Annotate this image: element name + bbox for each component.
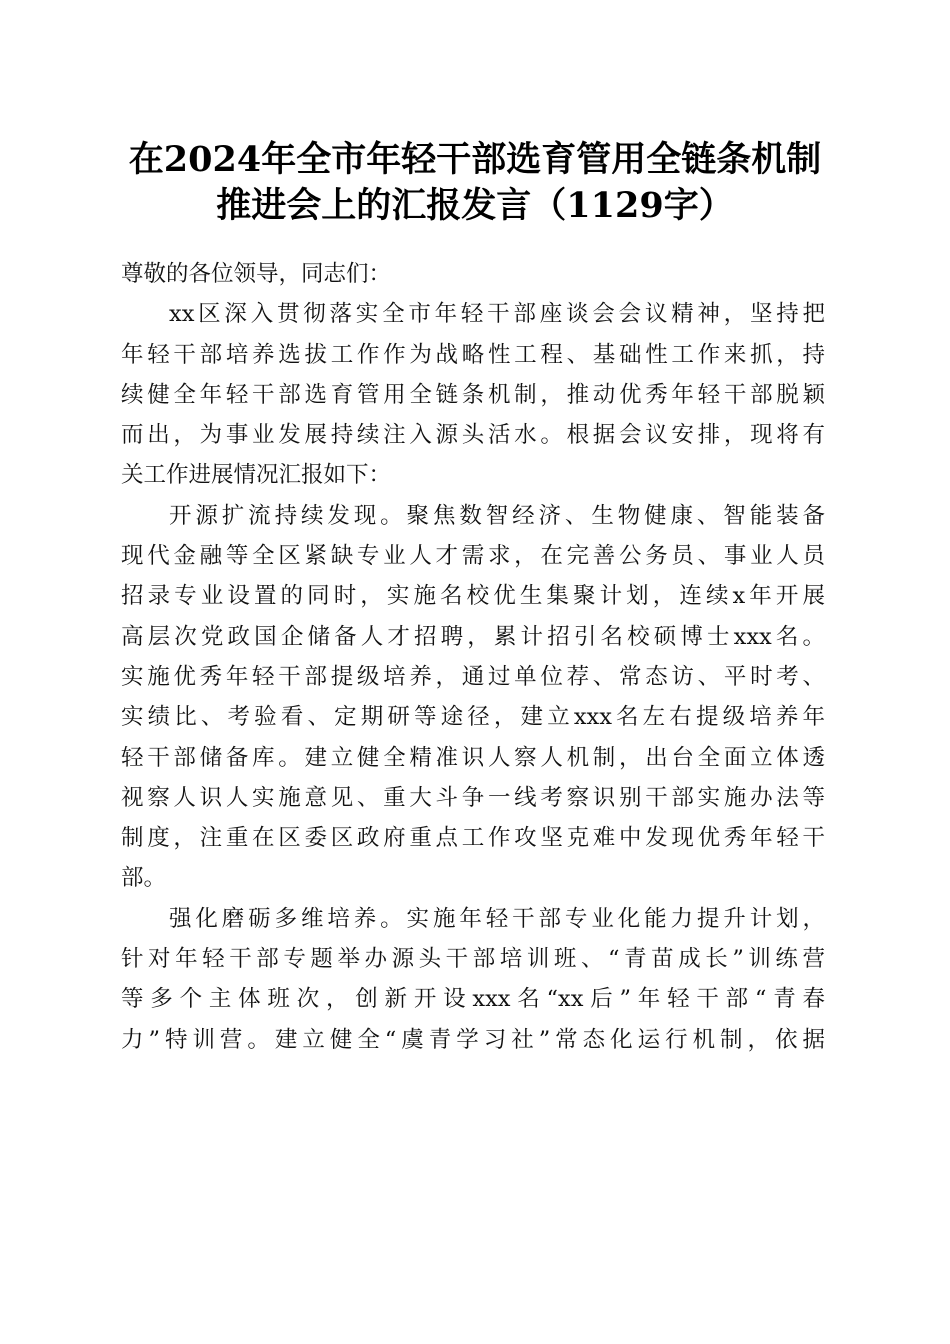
document-title: [100, 137, 850, 229]
paragraph-1-line-2: 年轻干部培养选拔工作作为战略性工程、基础性工作来抓，持: [121, 341, 825, 368]
paragraph-3-line-2: 针对年轻干部专题举办源头干部培训班、“青苗成长”训练营: [121, 946, 825, 973]
paragraph-2-line-9: 制度，注重在区委区政府重点工作攻坚克难中发现优秀年轻干: [121, 825, 825, 852]
paragraph-3-line-1: 强化磨砺多维培养。实施年轻干部专业化能力提升计划，: [169, 905, 825, 932]
paragraph-2-line-3: 招录专业设置的同时，实施名校优生集聚计划，连续x年开展: [121, 583, 825, 610]
paragraph-2-line-7: 轻干部储备库。建立健全精准识人察人机制，出台全面立体透: [121, 744, 825, 771]
paragraph-2-line-4: 高层次党政国企储备人才招聘，累计招引名校硕博士xxx名。: [121, 623, 825, 650]
paragraph-2-line-5: 实施优秀年轻干部提级培养，通过单位荐、常态访、平时考、: [121, 663, 825, 690]
title-line-2: 推进会上的汇报发言（1129字）: [216, 185, 734, 226]
salutation: 尊敬的各位领导，同志们：: [121, 261, 392, 287]
paragraph-2-line-6: 实绩比、考验看、定期研等途径，建立xxx名左右提级培养年: [121, 704, 825, 731]
paragraph-2-line-8: 视察人识人实施意见、重大斗争一线考察识别干部实施办法等: [121, 784, 825, 811]
paragraph-3-line-4: 力”特训营。建立健全“虞青学习社”常态化运行机制，依据: [121, 1026, 825, 1053]
document-body: [121, 254, 825, 1060]
title-line-1: 在2024年全市年轻干部选育管用全链条机制: [128, 139, 822, 180]
paragraph-2-line-1: 开源扩流持续发现。聚焦数智经济、生物健康、智能装备: [169, 502, 825, 529]
paragraph-1-line-3: 续健全年轻干部选育管用全链条机制，推动优秀年轻干部脱颖: [121, 381, 825, 408]
paragraph-2-line-2: 现代金融等全区紧缺专业人才需求，在完善公务员、事业人员: [121, 543, 825, 570]
paragraph-1-line-5: 关工作进展情况汇报如下：: [121, 462, 392, 489]
paragraph-1-line-1: xx区深入贯彻落实全市年轻干部座谈会会议精神，坚持把: [169, 301, 825, 328]
paragraph-1-line-4: 而出，为事业发展持续注入源头活水。根据会议安排，现将有: [121, 422, 825, 449]
paragraph-2-line-10: 部。: [121, 865, 167, 892]
paragraph-3-line-3: 等多个主体班次，创新开设xxx名“xx后”年轻干部“青春: [121, 986, 825, 1013]
